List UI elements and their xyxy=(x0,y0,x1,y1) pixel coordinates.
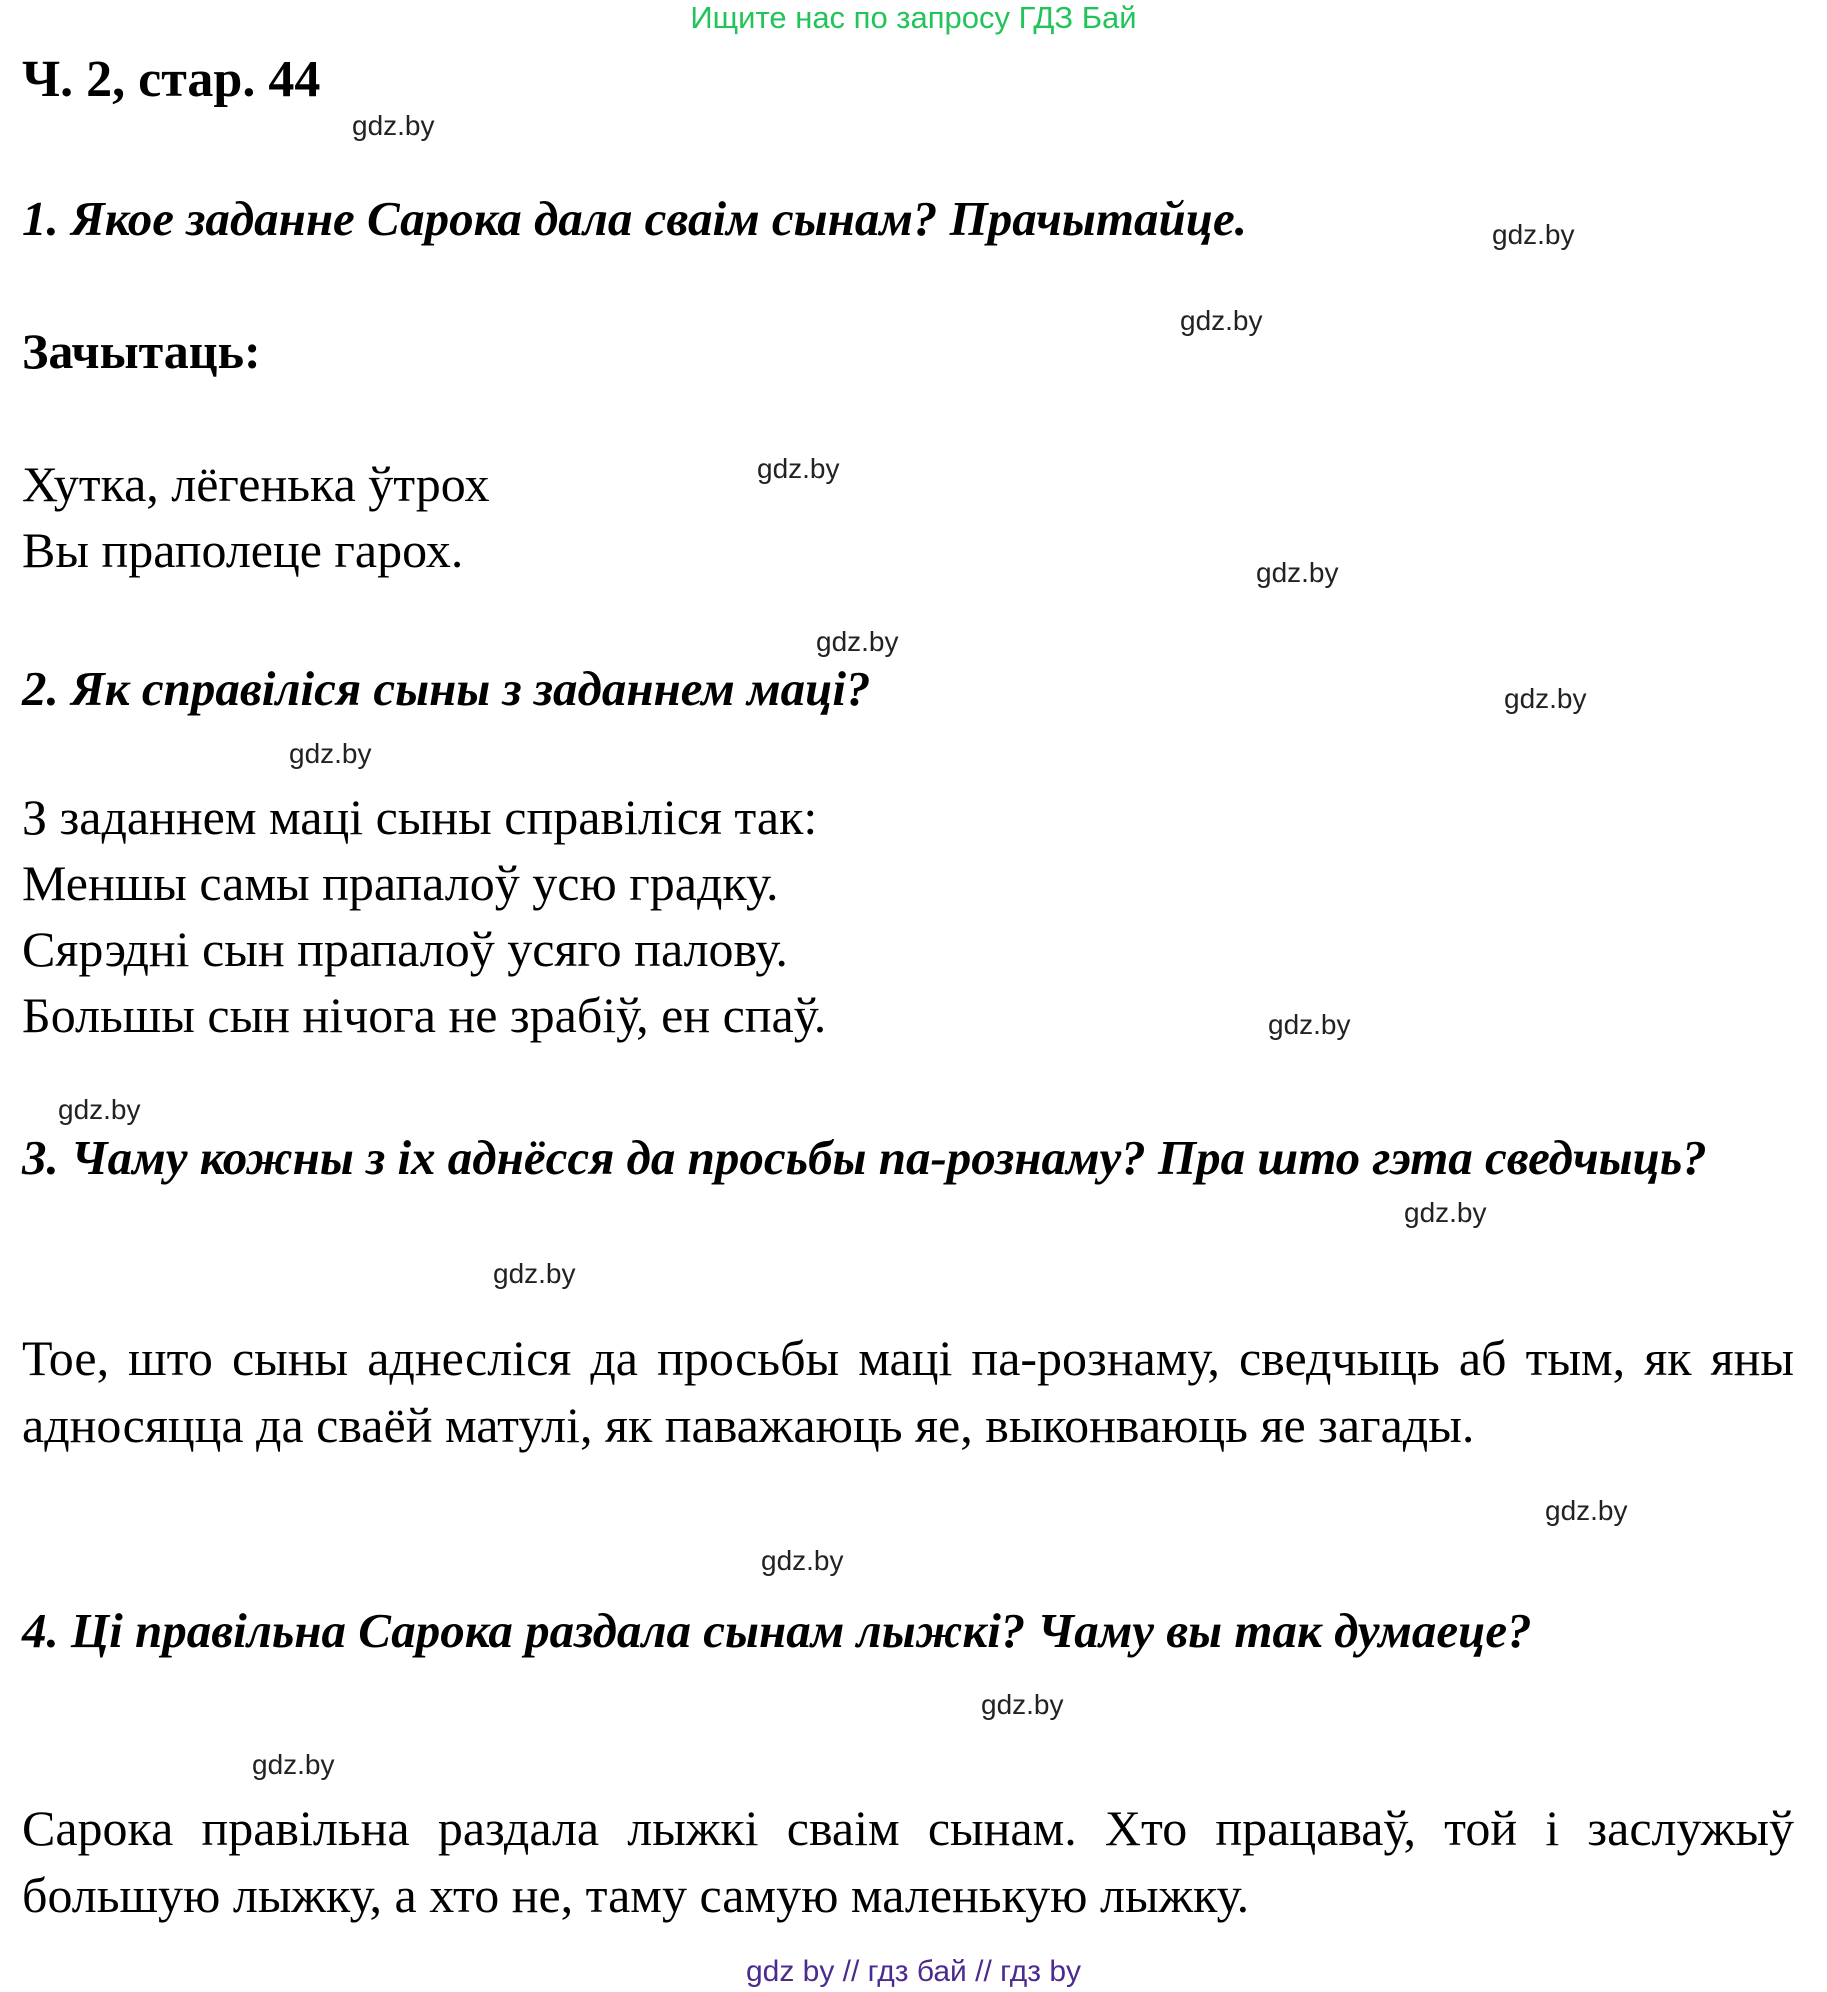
answer-3: Тое, што сыны аднесліся да просьбы маці па-рознаму, сведчыць аб тым, як яны адносяцца да сваёй матулі, як паважаюць яе, выконваюць яе загады. xyxy=(22,1330,1794,1453)
top-banner: Ищите нас по запросу ГДЗ Бай xyxy=(690,0,1137,35)
watermark: gdz.by xyxy=(1404,1197,1487,1228)
poem-line-1: Хутка, лёгенька ўтрох xyxy=(22,456,490,512)
watermark: gdz.by xyxy=(352,110,435,141)
reading-label: Зачытаць: xyxy=(22,323,261,379)
question-4: 4. Ці правільна Сарока раздала сынам лыжкі? Чаму вы так думаеце? xyxy=(22,1603,1532,1658)
watermark: gdz.by xyxy=(493,1258,576,1289)
page-title: Ч. 2, стар. 44 xyxy=(22,51,321,108)
watermark: gdz.by xyxy=(1492,219,1575,250)
watermark: gdz.by xyxy=(1504,683,1587,714)
watermark: gdz.by xyxy=(289,738,372,769)
watermark: gdz.by xyxy=(1545,1495,1628,1526)
answer-2-line-3: Сярэдні сын прапалоў усяго палову. xyxy=(22,921,788,977)
question-1: 1. Якое заданне Сарока дала сваім сынам? Прачытайце. xyxy=(22,191,1247,246)
watermark: gdz.by xyxy=(981,1689,1064,1720)
watermark: gdz.by xyxy=(1256,557,1339,588)
question-2: 2. Як справіліся сыны з заданнем маці? xyxy=(22,661,871,716)
watermark: gdz.by xyxy=(1268,1009,1351,1040)
answer-2-line-1: З заданнем маці сыны справіліся так: xyxy=(22,789,818,845)
watermark: gdz.by xyxy=(252,1749,335,1780)
answer-2-line-4: Большы сын нічога не зрабіў, ен спаў. xyxy=(22,987,827,1043)
watermark: gdz.by xyxy=(816,626,899,657)
poem-line-2: Вы праполеце гарох. xyxy=(22,522,464,578)
question-3: 3. Чаму кожны з іх аднёсся да просьбы па-рознаму? Пра што гэта сведчыць? xyxy=(22,1130,1707,1185)
answer-2-line-2: Меншы самы прапалоў усю градку. xyxy=(22,855,779,911)
answer-4: Сарока правільна раздала лыжкі сваім сынам. Хто працаваў, той і заслужыў большую лыжку, а хто не, таму самую маленькую лыжку. xyxy=(22,1800,1794,1923)
watermark: gdz.by xyxy=(1180,305,1263,336)
footer-links: gdz by // гдз бай // гдз by xyxy=(745,1955,1082,1988)
watermark: gdz.by xyxy=(757,453,840,484)
watermark: gdz.by xyxy=(58,1094,141,1125)
watermark: gdz.by xyxy=(761,1545,844,1576)
